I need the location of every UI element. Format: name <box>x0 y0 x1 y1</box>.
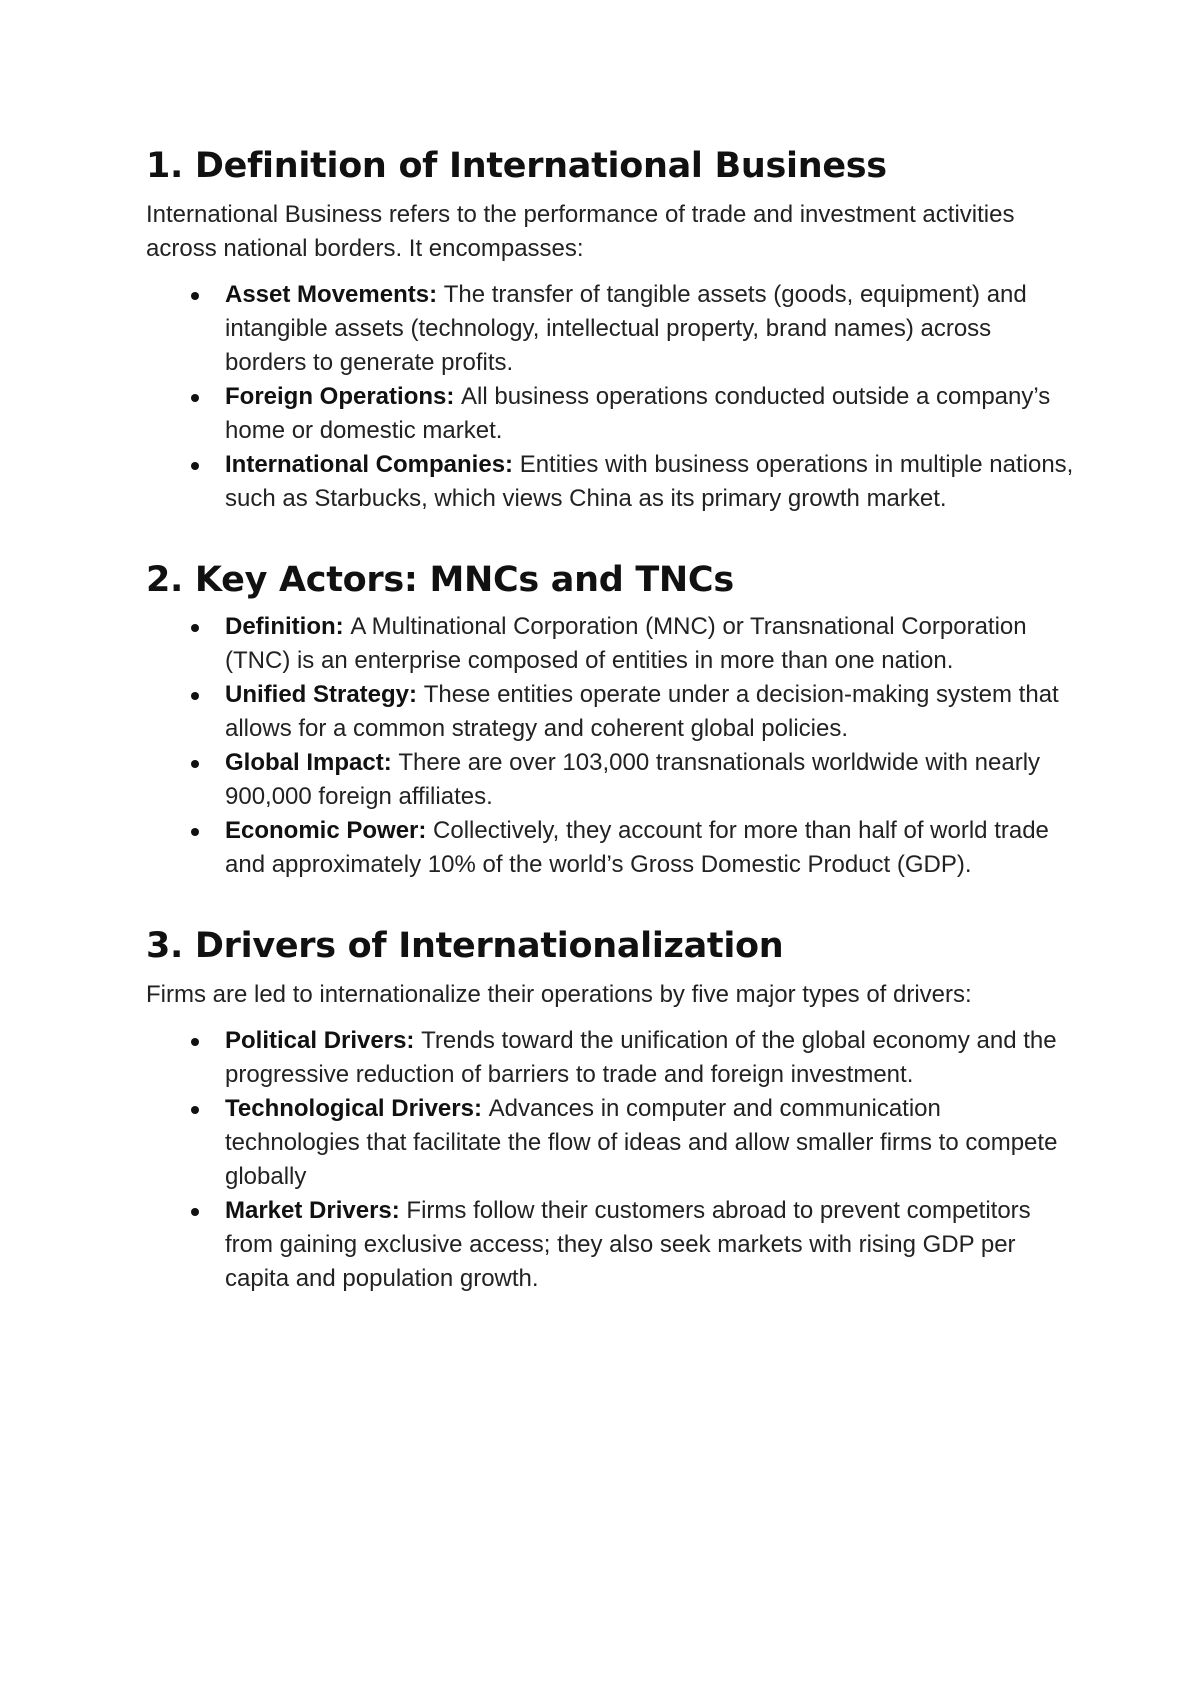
section-definition <box>146 142 1076 516</box>
list-item <box>146 610 1076 678</box>
bullet-icon <box>191 624 199 632</box>
item-term: Definition: <box>225 613 351 640</box>
item-term: Asset Movements: <box>225 281 444 308</box>
item-term: Political Drivers: <box>225 1027 422 1054</box>
item-text: Firms follow their customers abroad to prevent competitors from gaining exclusive access; they also seek markets with rising GDP per capita and population growth. <box>225 1197 1031 1292</box>
list-item <box>146 1024 1076 1092</box>
bullet-icon <box>191 828 199 836</box>
list-item <box>146 678 1076 746</box>
bullet-icon <box>191 292 199 300</box>
item-term: Unified Strategy: <box>225 681 424 708</box>
item-text: There are over 103,000 transnationals worldwide with nearly 900,000 foreign affiliates. <box>225 749 1041 810</box>
item-text: The transfer of tangible assets (goods, equipment) and intangible assets (technology, intellectual property, brand names) across borders to generate profits. <box>225 281 1027 376</box>
item-term: Technological Drivers: <box>225 1095 489 1122</box>
item-term: Global Impact: <box>225 749 399 776</box>
item-text: A Multinational Corporation (MNC) or Transnational Corporation (TNC) is an enterprise composed of entities in more than one nation. <box>225 613 1027 674</box>
bullet-icon <box>191 1106 199 1114</box>
item-term: Foreign Operations: <box>225 383 462 410</box>
list-item <box>146 278 1076 380</box>
item-text: Collectively, they account for more than half of world trade and approximately 10% of the world’s Gross Domestic Product (GDP). <box>225 817 1049 878</box>
bullet-icon <box>191 760 199 768</box>
bullet-list <box>146 278 1076 516</box>
item-term: Market Drivers: <box>225 1197 407 1224</box>
list-item <box>146 814 1076 882</box>
section-key-actors <box>146 556 1076 882</box>
item-text: Entities with business operations in multiple nations, such as Starbucks, which views China as its primary growth market. <box>225 451 1074 512</box>
bullet-icon <box>191 692 199 700</box>
bullet-list <box>146 1024 1076 1296</box>
bullet-icon <box>191 1038 199 1046</box>
item-text: These entities operate under a decision-making system that allows for a common strategy and coherent global policies. <box>225 681 1059 742</box>
list-item <box>146 448 1076 516</box>
section-drivers <box>146 922 1076 1296</box>
bullet-icon <box>191 394 199 402</box>
section-heading: 1. Definition of International Business <box>146 146 887 186</box>
item-text: Advances in computer and communication technologies that facilitate the flow of ideas and allow smaller firms to compete globally <box>225 1095 1058 1190</box>
section-heading: 3. Drivers of Internationalization <box>146 926 784 966</box>
list-item <box>146 1194 1076 1296</box>
list-item <box>146 380 1076 448</box>
section-intro: International Business refers to the performance of trade and investment activities across national borders. It encompasses: <box>146 201 1015 262</box>
section-heading: 2. Key Actors: MNCs and TNCs <box>146 560 734 600</box>
bullet-icon <box>191 462 199 470</box>
item-term: International Companies: <box>225 451 520 478</box>
section-intro: Firms are led to internationalize their operations by five major types of drivers: <box>146 981 972 1008</box>
item-term: Economic Power: <box>225 817 434 844</box>
list-item <box>146 746 1076 814</box>
document-content <box>146 142 1076 1296</box>
item-text: All business operations conducted outside a company’s home or domestic market. <box>225 383 1051 444</box>
bullet-list <box>146 610 1076 882</box>
item-text: Trends toward the unification of the global economy and the progressive reduction of barriers to trade and foreign investment. <box>225 1027 1057 1088</box>
list-item <box>146 1092 1076 1194</box>
bullet-icon <box>191 1208 199 1216</box>
